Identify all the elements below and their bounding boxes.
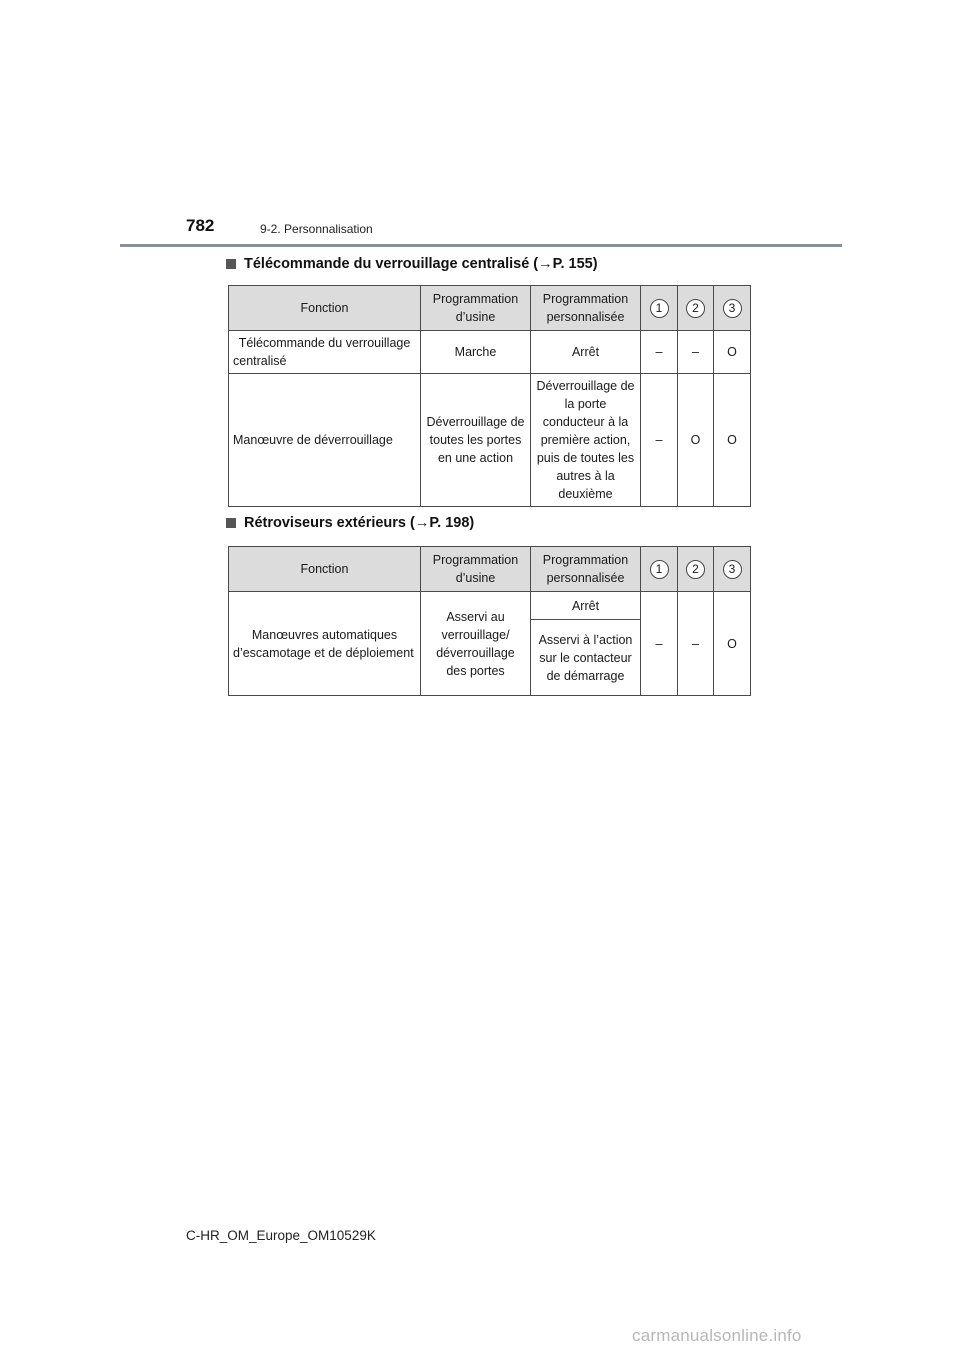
arrow-right-icon: → xyxy=(538,256,553,272)
section-heading-text: Télécommande du verrouillage centralisé ( xyxy=(244,256,539,272)
square-bullet-icon xyxy=(226,518,236,528)
circled-number-3-icon: 3 xyxy=(723,299,742,318)
header-custom: Programmation personnalisée xyxy=(531,547,641,592)
cell-factory: Marche xyxy=(421,331,531,374)
circled-number-3-icon: 3 xyxy=(723,560,742,579)
header-method-2 xyxy=(678,286,714,331)
cell-custom: Déverrouillage de la porte conducteur à la première action, puis de toutes les autres à la deuxième xyxy=(531,374,641,507)
section-label: 9-2. Personnalisation xyxy=(260,222,373,236)
header-factory: Programmation d’usine xyxy=(421,286,531,331)
settings-table-remote-lock xyxy=(228,285,751,507)
header-rule xyxy=(120,244,842,247)
cell-function: Manœuvre de déverrouillage xyxy=(229,374,421,507)
header-function: Fonction xyxy=(229,286,421,331)
section-heading-ref[interactable]: P. 198) xyxy=(429,515,475,531)
section-heading-mirrors xyxy=(226,515,474,531)
table-header-row xyxy=(229,547,751,592)
square-bullet-icon xyxy=(226,259,236,269)
header-method-1 xyxy=(641,286,678,331)
cell-method-3: O xyxy=(714,374,751,507)
table-row xyxy=(229,374,751,507)
header-function: Fonction xyxy=(229,547,421,592)
cell-custom-option-1: Arrêt xyxy=(531,592,641,620)
cell-method-3: O xyxy=(714,592,751,696)
cell-method-2: O xyxy=(678,374,714,507)
cell-factory: Asservi au verrouillage/ déverrouillage des portes xyxy=(421,592,531,696)
table-row xyxy=(229,331,751,374)
cell-custom-option-2: Asservi à l’action sur le contacteur de démarrage xyxy=(531,620,641,696)
cell-method-2: – xyxy=(678,592,714,696)
cell-factory: Déverrouillage de toutes les portes en une action xyxy=(421,374,531,507)
arrow-right-icon: → xyxy=(414,515,430,531)
cell-method-2: – xyxy=(678,331,714,374)
cell-function: Manœuvres automatiques d’escamotage et de déploiement xyxy=(229,592,421,696)
cell-method-3: O xyxy=(714,331,751,374)
table-row xyxy=(229,592,751,620)
section-heading-text: Rétroviseurs extérieurs ( xyxy=(244,515,415,531)
watermark: carmanualsonline.info xyxy=(632,1326,802,1345)
header-factory: Programmation d’usine xyxy=(421,547,531,592)
page-number: 782 xyxy=(186,216,215,235)
cell-method-1: – xyxy=(641,592,678,696)
settings-table-mirrors xyxy=(228,546,751,696)
circled-number-1-icon: 1 xyxy=(650,560,669,579)
header-method-2 xyxy=(678,547,714,592)
circled-number-2-icon: 2 xyxy=(686,299,705,318)
cell-custom: Arrêt xyxy=(531,331,641,374)
section-heading-ref[interactable]: P. 155) xyxy=(552,256,598,272)
header-method-3 xyxy=(714,547,751,592)
footer-document-id: C-HR_OM_Europe_OM10529K xyxy=(186,1228,376,1243)
section-heading-remote-lock xyxy=(226,256,598,272)
circled-number-1-icon: 1 xyxy=(650,299,669,318)
header-custom: Programmation personnalisée xyxy=(531,286,641,331)
table-header-row xyxy=(229,286,751,331)
cell-method-1: – xyxy=(641,331,678,374)
header-method-3 xyxy=(714,286,751,331)
cell-method-1: – xyxy=(641,374,678,507)
cell-function: Télécommande du verrouillage centralisé xyxy=(229,331,421,374)
header-method-1 xyxy=(641,547,678,592)
circled-number-2-icon: 2 xyxy=(686,560,705,579)
